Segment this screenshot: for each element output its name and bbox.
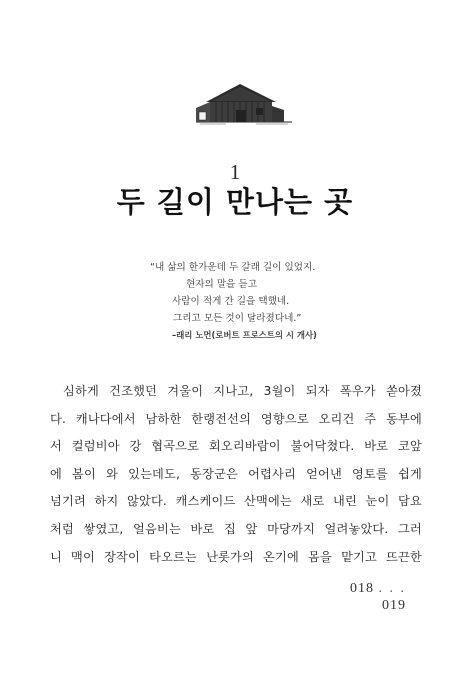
body-line: 처럼 쌓였고, 얼음비는 바로 집 앞 마당까지 얼려놓았다. 그러	[50, 521, 422, 536]
body-line: 넘기려 하지 않았다. 캐스케이드 산맥에는 새로 내린 눈이 담요	[50, 494, 422, 509]
chapter-number: 1	[229, 160, 241, 184]
page-number-right: 019	[382, 598, 406, 613]
epigraph-line: 현자의 말을 듣고	[186, 279, 257, 290]
page-numbers	[326, 580, 406, 614]
epigraph-line: “내 삶의 한가운데 두 갈래 길이 있었지.	[150, 262, 316, 273]
body-line: 심하게 건조했던 겨울이 지나고, 3월이 되자 폭우가 쏟아졌	[63, 384, 422, 398]
page-number-left-value: 018	[350, 581, 374, 596]
epigraph-line: 사람이 적게 간 길을 택했네.	[172, 296, 290, 307]
epigraph-attribution: –래리 노먼(로버트 프로스트의 시 개사)	[172, 330, 317, 340]
chapter-title: 두 길이 만나는 곳	[116, 185, 354, 219]
page-number-separator: . . .	[378, 581, 406, 596]
barn-illustration	[196, 80, 292, 126]
body-line: 니 맥이 장작이 타오르는 난롯가의 온기에 몸을 맡기고 뜨끈한	[50, 549, 422, 564]
page-number-left	[326, 580, 406, 597]
body-paragraph	[50, 378, 422, 571]
body-line: 에 봄이 와 있는데도, 동장군은 어렵사리 얻어낸 영토를 쉽게	[50, 466, 422, 481]
body-line: 다. 캐나다에서 남하한 한랭전선의 영향으로 오리건 주 동부에	[50, 411, 422, 426]
epigraph-line: 그리고 모든 것이 달라졌다네.”	[173, 313, 302, 324]
body-line: 서 컬럼비아 강 협곡으로 회오리바람이 불어닥쳤다. 바로 코앞	[50, 439, 422, 454]
epigraph	[150, 259, 390, 344]
